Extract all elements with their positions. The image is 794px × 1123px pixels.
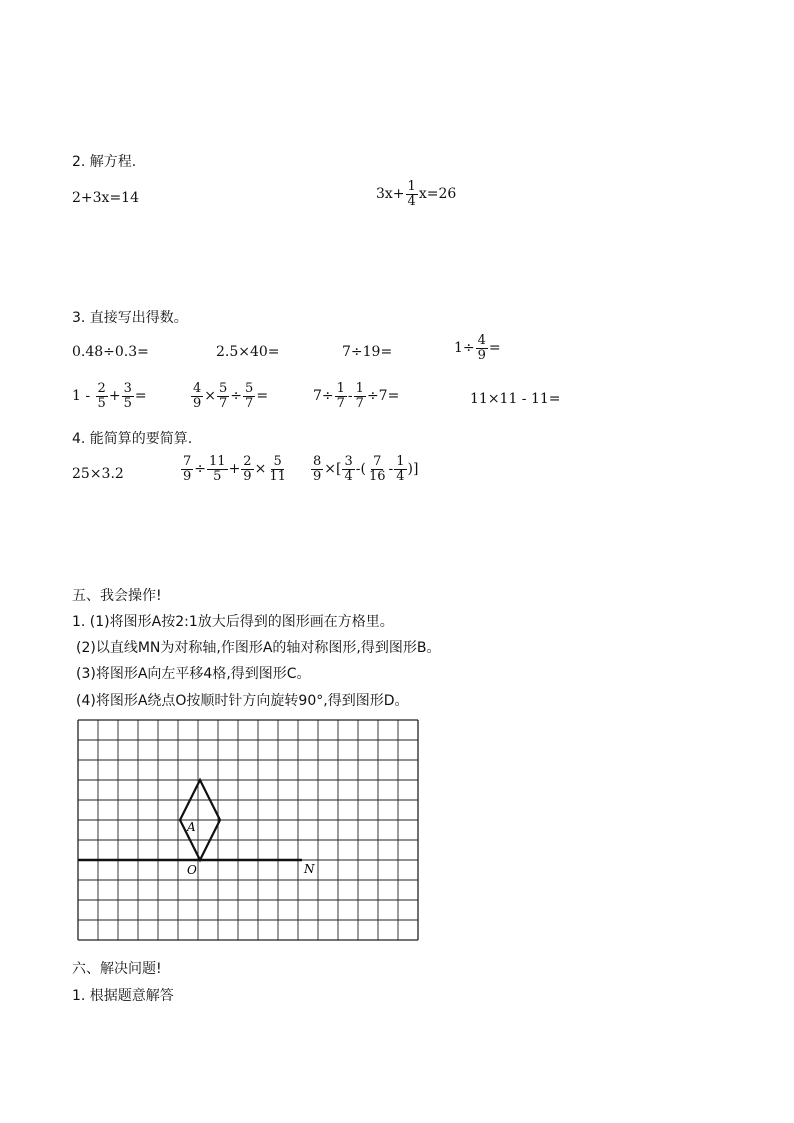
equation-2-suffix: x=26	[418, 186, 457, 203]
fraction	[367, 455, 388, 483]
calc-suffix: )]	[407, 461, 419, 478]
simplify-expr-3	[310, 455, 418, 483]
fraction-denominator: 9	[183, 468, 192, 484]
section-5-heading: 五、我会操作!	[72, 588, 162, 604]
task-item-4: (4)将图形A绕点O按顺时针方向旋转90°,得到图形D。	[76, 693, 409, 709]
fraction-denominator: 5	[213, 468, 222, 484]
fraction	[311, 455, 323, 483]
fraction-numerator: 7	[373, 454, 382, 469]
calc-r1-4	[454, 334, 501, 362]
fraction-numerator: 1	[407, 179, 416, 194]
point-o-label: O	[187, 863, 197, 877]
calc-prefix: 7÷	[313, 388, 334, 405]
fraction	[217, 382, 229, 410]
calc-suffix: =	[256, 388, 269, 405]
point-n-label: N	[304, 862, 315, 876]
simplify-expr-2	[180, 455, 289, 483]
task-item-2: (2)以直线MN为对称轴,作图形A的轴对称图形,得到图形B。	[76, 640, 441, 656]
calc-r1-2: 2.5×40=	[216, 344, 280, 360]
fraction	[354, 382, 366, 410]
calc-r2-3	[313, 382, 399, 410]
calc-r1-1: 0.48÷0.3=	[72, 344, 149, 360]
fraction-denominator: 9	[193, 395, 202, 411]
fraction	[394, 455, 406, 483]
fraction-denominator: 9	[477, 347, 486, 363]
calc-prefix: 1÷	[454, 340, 475, 357]
grid-lines	[78, 720, 418, 940]
operator: ×[	[324, 461, 342, 478]
fraction-numerator: 7	[183, 454, 192, 469]
fraction-denominator: 4	[407, 193, 416, 209]
fraction-numerator: 5	[219, 381, 228, 396]
fraction-denominator: 4	[344, 468, 353, 484]
fraction	[335, 382, 347, 410]
fraction-denominator: 11	[269, 468, 286, 484]
equation-2-fraction	[406, 180, 418, 208]
fraction	[241, 455, 253, 483]
operator: ×	[204, 388, 217, 405]
fraction	[267, 455, 288, 483]
fraction	[476, 334, 488, 362]
fraction	[207, 455, 228, 483]
operator: ÷	[194, 461, 207, 478]
calc-prefix: 1 -	[72, 388, 91, 405]
fraction	[181, 455, 193, 483]
calc-r1-3: 7÷19=	[342, 344, 393, 360]
fraction-denominator: 7	[355, 395, 364, 411]
fraction	[342, 455, 354, 483]
fraction-denominator: 5	[97, 395, 106, 411]
operator: ÷	[230, 388, 243, 405]
fraction-numerator: 5	[245, 381, 254, 396]
simplify-expr-1: 25×3.2	[72, 466, 124, 482]
equation-1: 2+3x=14	[72, 190, 139, 206]
fraction	[243, 382, 255, 410]
calc-suffix: =	[488, 340, 501, 357]
grid-figure	[74, 714, 424, 944]
equation-2	[376, 180, 456, 208]
fraction-denominator: 5	[123, 395, 132, 411]
fraction-numerator: 1	[336, 381, 345, 396]
calc-suffix: ÷7=	[366, 388, 400, 405]
fraction-denominator: 7	[245, 395, 254, 411]
fraction-denominator: 7	[336, 395, 345, 411]
fraction-numerator: 4	[193, 381, 202, 396]
fraction	[191, 382, 203, 410]
problem-item-1: 1. 根据题意解答	[72, 988, 174, 1004]
calc-r2-1	[72, 382, 147, 410]
calc-suffix: =	[134, 388, 147, 405]
operator: -	[388, 461, 394, 478]
fraction-numerator: 3	[344, 454, 353, 469]
fraction-numerator: 2	[97, 381, 106, 396]
section-4-heading: 4. 能简算的要简算.	[72, 431, 193, 447]
fraction-numerator: 2	[243, 454, 252, 469]
fraction-numerator: 3	[123, 381, 132, 396]
section-3-heading: 3. 直接写出得数。	[72, 310, 188, 326]
fraction-numerator: 4	[477, 333, 486, 348]
section-6-heading: 六、解决问题!	[72, 961, 162, 977]
fraction-denominator: 16	[368, 468, 386, 484]
fraction-denominator: 9	[243, 468, 252, 484]
fraction	[122, 382, 134, 410]
shape-a-label: A	[187, 820, 196, 834]
fraction-numerator: 11	[209, 454, 226, 469]
equation-2-prefix: 3x+	[376, 186, 405, 203]
calc-r2-2	[190, 382, 268, 410]
task-item-1: 1. (1)将图形A按2:1放大后得到的图形画在方格里。	[72, 614, 394, 630]
fraction-denominator: 7	[219, 395, 228, 411]
operator: -(	[355, 461, 366, 478]
operator: ×	[254, 461, 267, 478]
calc-r2-4: 11×11 - 11=	[470, 391, 561, 407]
operator: -	[347, 388, 353, 405]
fraction-denominator: 4	[396, 468, 405, 484]
fraction-numerator: 1	[396, 454, 405, 469]
fraction-numerator: 5	[273, 454, 282, 469]
operator: +	[108, 388, 121, 405]
section-2-heading: 2. 解方程.	[72, 154, 137, 170]
fraction-denominator: 9	[313, 468, 322, 484]
fraction-numerator: 8	[313, 454, 322, 469]
task-item-3: (3)将图形A向左平移4格,得到图形C。	[76, 666, 311, 682]
fraction	[96, 382, 108, 410]
operator: +	[228, 461, 241, 478]
fraction-numerator: 1	[355, 381, 364, 396]
